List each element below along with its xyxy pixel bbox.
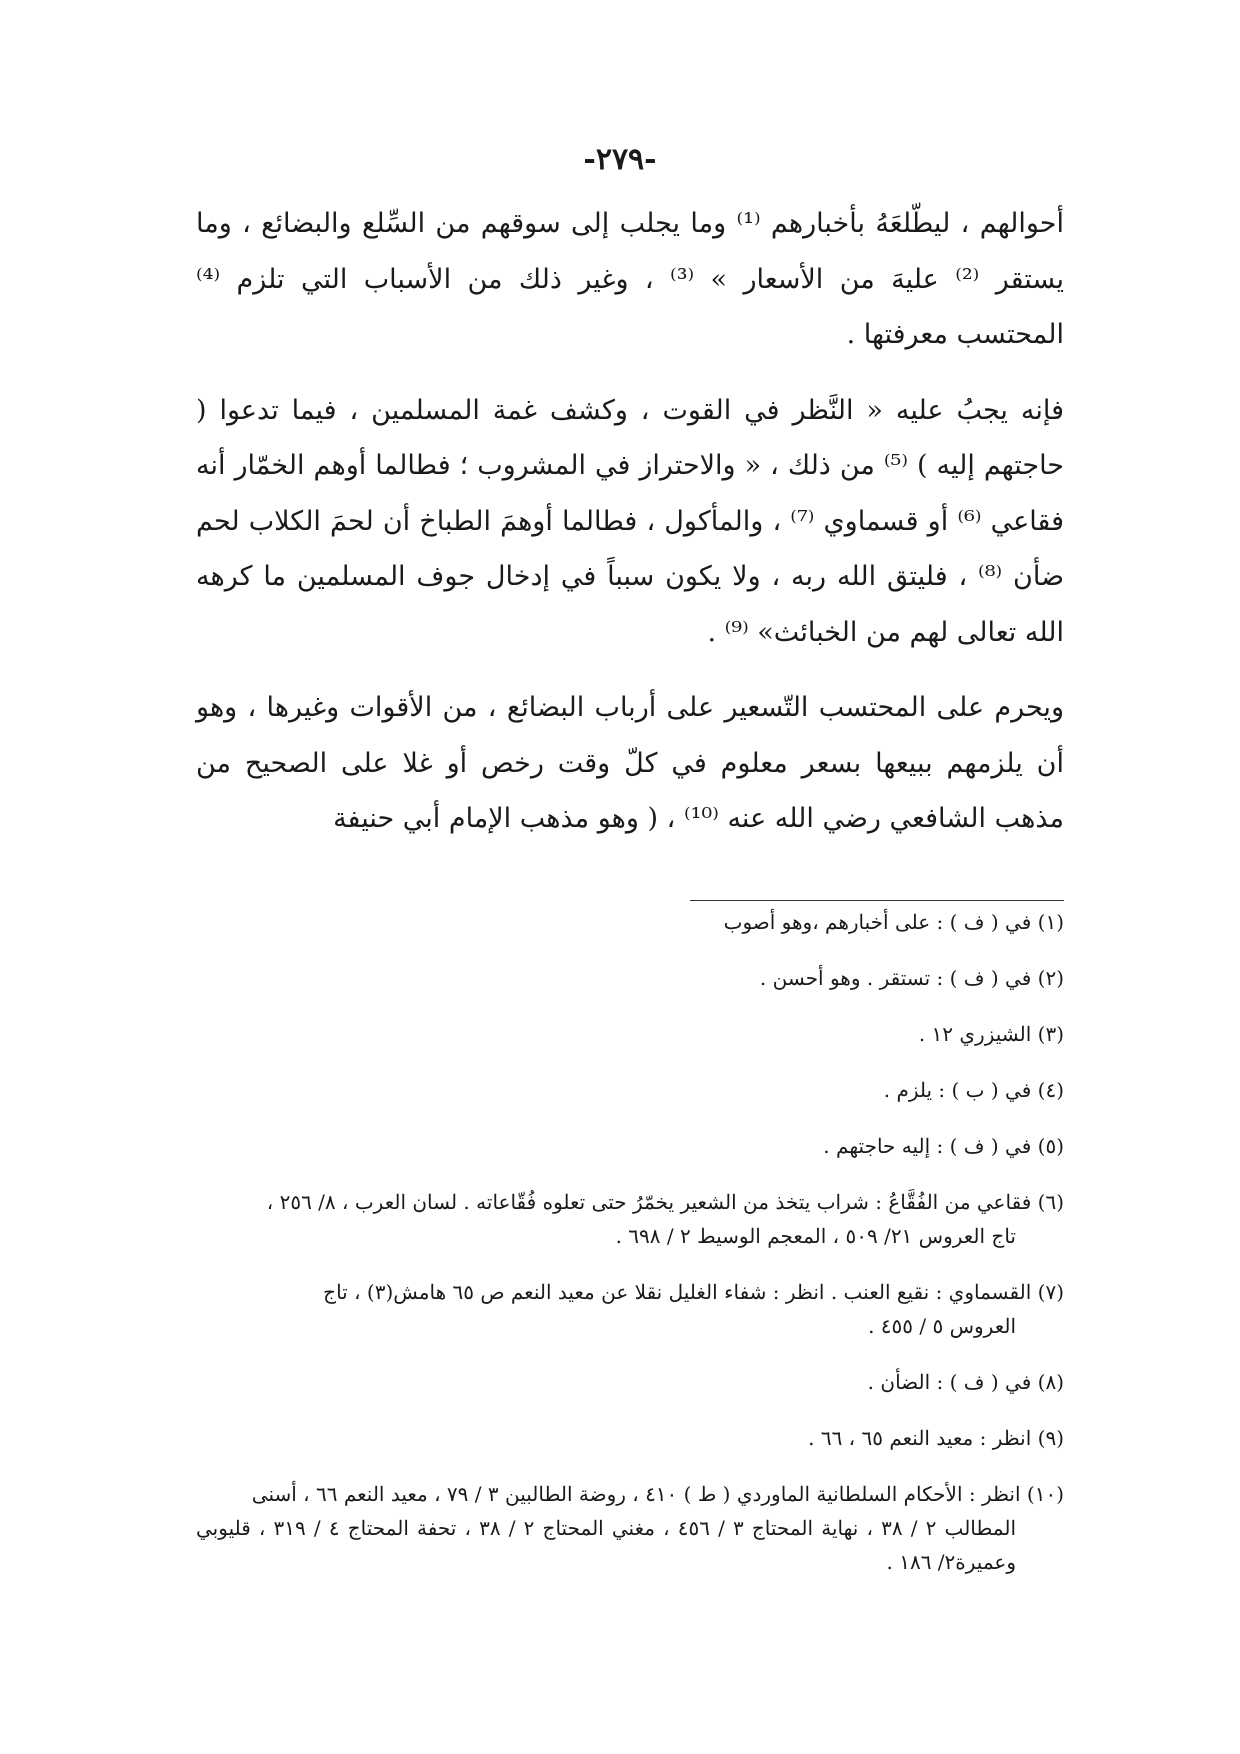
footnote-label: (٧) [1037, 1280, 1064, 1304]
footnote-continuation: تاج العروس ٢١/ ٥٠٩ ، المعجم الوسيط ٢ / ٦٩٨ . [615, 1224, 1016, 1248]
footnote [196, 1477, 1064, 1579]
footnote-continuation: العروس ٥ / ٤٥٥ . [868, 1314, 1016, 1338]
footnote [196, 1365, 1064, 1399]
footnote [196, 961, 1064, 995]
footnote-text: القسماوي : نقيع العنب . انظر : شفاء الغليل نقلا عن معيد النعم ص ٦٥ هامش(٣) ، تاج [323, 1280, 1032, 1304]
footnote [196, 1129, 1064, 1163]
footnote-label: (٨) [1037, 1370, 1064, 1394]
footnote-text: الشيزري ١٢ . [918, 1022, 1032, 1046]
footnote-text: انظر : الأحكام السلطانية الماوردي ( ط ) ٤١٠ ، روضة الطالبين ٣ / ٧٩ ، معيد النعم ٦٦ ، أسنى [251, 1482, 1021, 1506]
footnote [196, 1073, 1064, 1107]
paragraph: ويحرم على المحتسب التّسعير على أرباب البضائع ، من الأقوات وغيرها ، وهو أن يلزمهم ببيعها بسعر معلوم في كلّ وقت رخص أو غلا على الصحيح من مذهب الشافعي رضي الله عنه ⁽¹⁰⁾ ، ( وهو مذهب الإمام أبي حنيفة [196, 692, 1064, 834]
footnote-label: (٢) [1037, 966, 1064, 990]
footnote-text: في ( ف ) : على أخبارهم ،وهو أصوب [723, 910, 1032, 934]
footnote [196, 1017, 1064, 1051]
footnote [196, 905, 1064, 939]
footnote-label: (٦) [1037, 1190, 1064, 1214]
footnote-text: فقاعي من الفُقَّاعُ : شراب يتخذ من الشعير يخمّرُ حتى تعلوه فُقّاعاته . لسان العرب ، ٨/ ٢٥٦ ، [266, 1190, 1032, 1214]
paragraph: أحوالهم ، ليطّلعَهُ بأخبارهم ⁽¹⁾ وما يجلب إلى سوقهم من السِّلع والبضائع ، وما يستقر ⁽²⁾ عليهَ من الأسعار » ⁽³⁾ ، وغير ذلك من الأسباب التي تلزم ⁽⁴⁾ المحتسب معرفتها . [196, 208, 1065, 350]
footnote-label: (١) [1037, 910, 1064, 934]
footnote-text: في ( ف ) : تستقر . وهو أحسن . [759, 966, 1032, 990]
footnote-divider [690, 900, 1064, 901]
footnote-text: انظر : معيد النعم ٦٥ ، ٦٦ . [808, 1426, 1032, 1450]
footnote-text: في ( ف ) : الضأن . [867, 1370, 1032, 1394]
footnote-label: (٩) [1037, 1426, 1064, 1450]
footnote-text: في ( ب ) : يلزم . [883, 1078, 1032, 1102]
main-text-body [196, 196, 1064, 847]
footnote-continuation: المطالب ٢ / ٣٨ ، نهاية المحتاج ٣ / ٤٥٦ ، مغني المحتاج ٢ / ٣٨ ، تحفة المحتاج ٤ / ٣١٩ ، قليوبي وعميرة٢/ ١٨٦ . [196, 1516, 1017, 1574]
footnote-text: في ( ف ) : إليه حاجتهم . [823, 1134, 1032, 1158]
paragraph: فإنه يجبُ عليه « النَّظر في القوت ، وكشف غمة المسلمين ، فيما تدعوا ( حاجتهم إليه ) ⁽⁵⁾ من ذلك ، « والاحتراز في المشروب ؛ فطالما أوهم الخمّار أنه فقاعي ⁽⁶⁾ أو قسماوي ⁽⁷⁾ ، والمأكول ، فطالما أوهمَ الطباخ أن لحمَ الكلاب لحم ضأن ⁽⁸⁾ ، فليتق الله ربه ، ولا يكون سبباً في إدخال جوف المسلمين ما كرهه الله تعالى لهم من الخبائث» ⁽⁹⁾ . [196, 394, 1064, 648]
footnote [196, 1275, 1064, 1343]
page-number: -٢٧٩- [583, 142, 657, 177]
footnote [196, 1421, 1064, 1455]
footnote-label: (٥) [1037, 1134, 1064, 1158]
footnote-label: (١٠) [1026, 1482, 1064, 1506]
footnote-label: (٤) [1037, 1078, 1064, 1102]
footnotes-section [196, 905, 1064, 1601]
footnote-label: (٣) [1037, 1022, 1064, 1046]
footnote [196, 1185, 1064, 1253]
